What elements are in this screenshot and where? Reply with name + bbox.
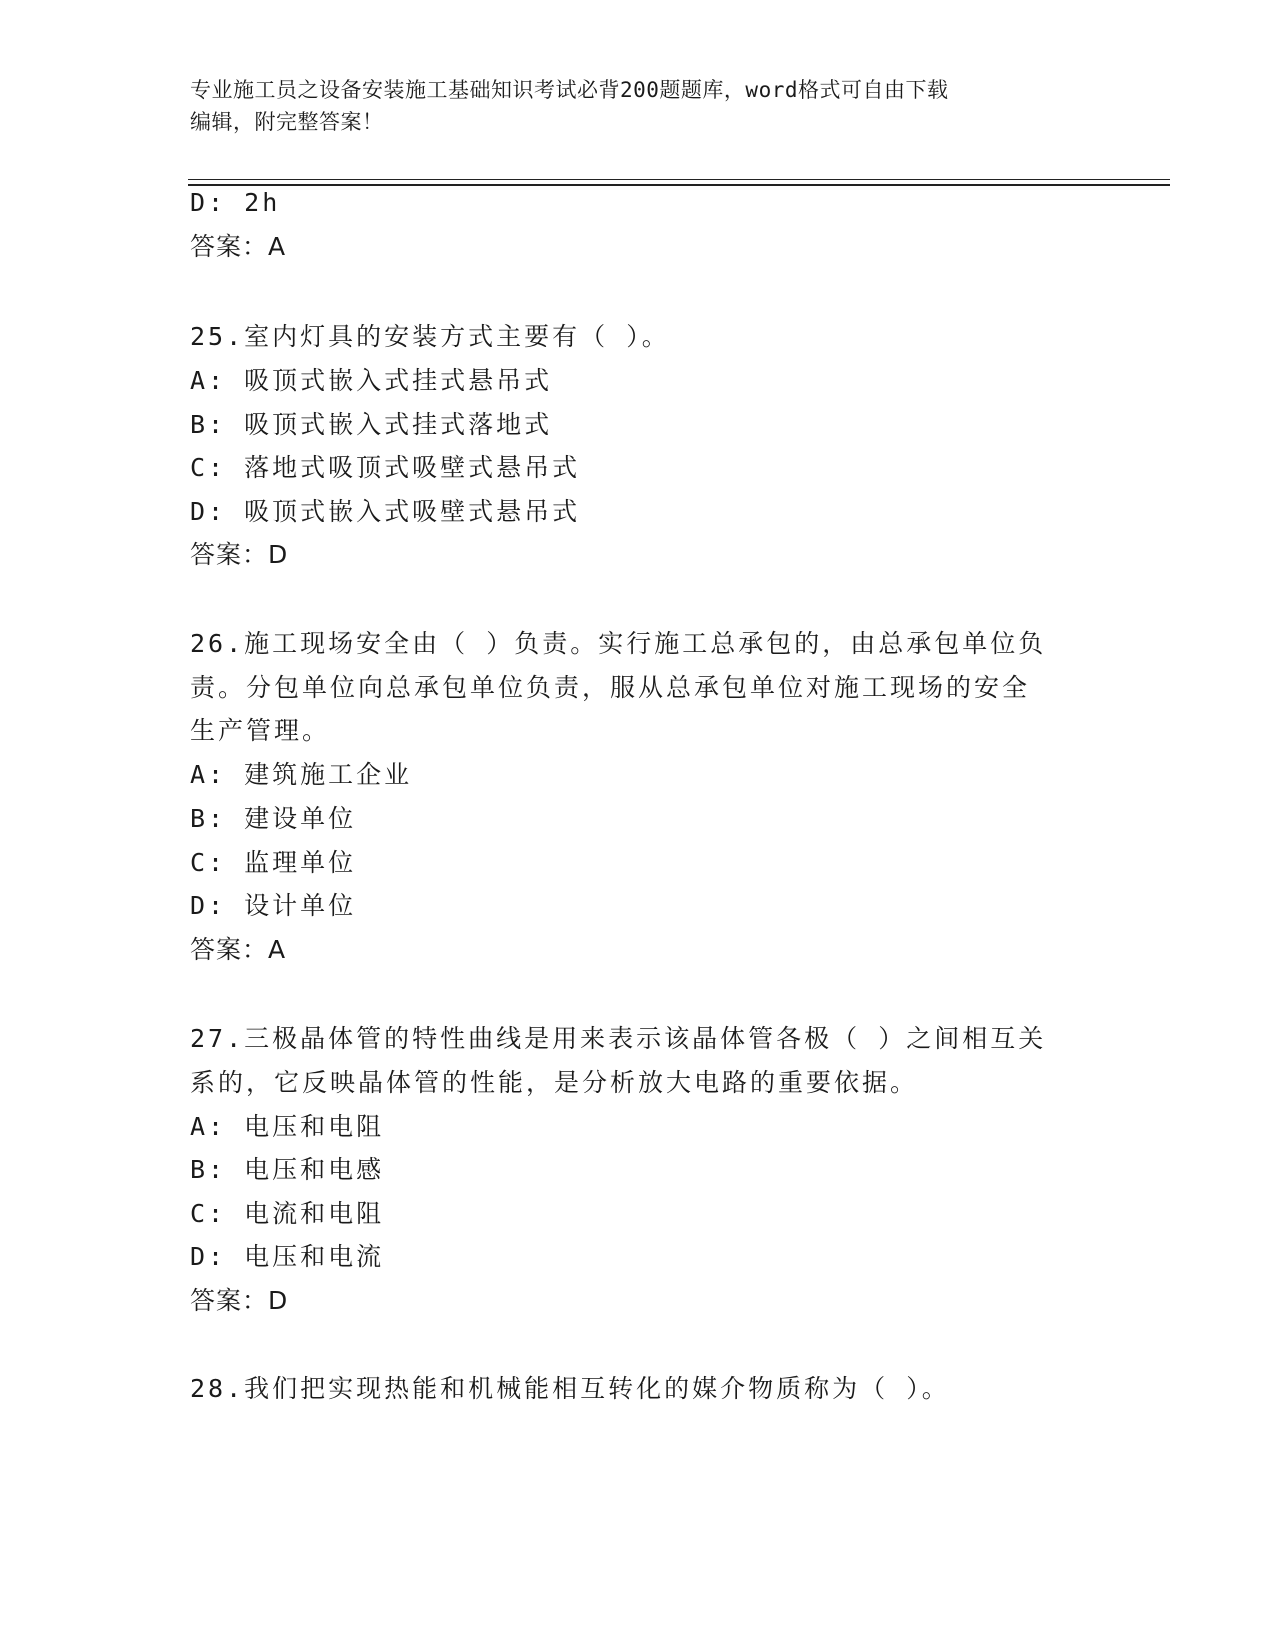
document-header <box>190 74 1090 138</box>
question-25-stem: 25.室内灯具的安装方式主要有（ ）。 <box>190 322 670 351</box>
prev-option-d: D: 2h <box>190 188 281 217</box>
question-25-option-a: A: 吸顶式嵌入式挂式悬吊式 <box>190 366 553 395</box>
header-rule-thick <box>188 184 1170 186</box>
question-27-option-c: C: 电流和电阻 <box>190 1199 385 1228</box>
question-28-stem: 28.我们把实现热能和机械能相互转化的媒介物质称为（ ）。 <box>190 1374 950 1403</box>
prev-answer: 答案：A <box>190 232 287 261</box>
question-26-option-d: D: 设计单位 <box>190 891 357 920</box>
header-line-1: 专业施工员之设备安装施工基础知识考试必背200题题库，word格式可自由下载 <box>190 78 949 102</box>
header-line-2: 编辑，附完整答案！ <box>190 110 384 134</box>
question-26-stem-line-3: 生产管理。 <box>190 716 331 745</box>
question-26-option-b: B: 建设单位 <box>190 804 357 833</box>
question-27-stem-line-2: 系的，它反映晶体管的性能，是分析放大电路的重要依据。 <box>190 1068 919 1097</box>
question-27-option-a: A: 电压和电阻 <box>190 1112 385 1141</box>
question-25-answer: 答案：D <box>190 540 289 569</box>
question-25-option-c: C: 落地式吸顶式吸壁式悬吊式 <box>190 453 581 482</box>
question-26-answer: 答案：A <box>190 935 287 964</box>
question-27-answer: 答案：D <box>190 1286 289 1315</box>
question-25-option-d: D: 吸顶式嵌入式吸壁式悬吊式 <box>190 497 581 526</box>
question-26-option-c: C: 监理单位 <box>190 848 357 877</box>
question-25-option-b: B: 吸顶式嵌入式挂式落地式 <box>190 410 553 439</box>
question-27-option-b: B: 电压和电感 <box>190 1155 385 1184</box>
question-26-stem-line-1: 26.施工现场安全由（ ）负责。实行施工总承包的，由总承包单位负 <box>190 629 1047 658</box>
header-rule-thin <box>188 179 1170 180</box>
question-27-stem-line-1: 27.三极晶体管的特性曲线是用来表示该晶体管各极（ ）之间相互关 <box>190 1024 1047 1053</box>
question-27-option-d: D: 电压和电流 <box>190 1242 385 1271</box>
question-26-option-a: A: 建筑施工企业 <box>190 760 413 789</box>
question-26-stem-line-2: 责。分包单位向总承包单位负责，服从总承包单位对施工现场的安全 <box>190 673 1031 702</box>
